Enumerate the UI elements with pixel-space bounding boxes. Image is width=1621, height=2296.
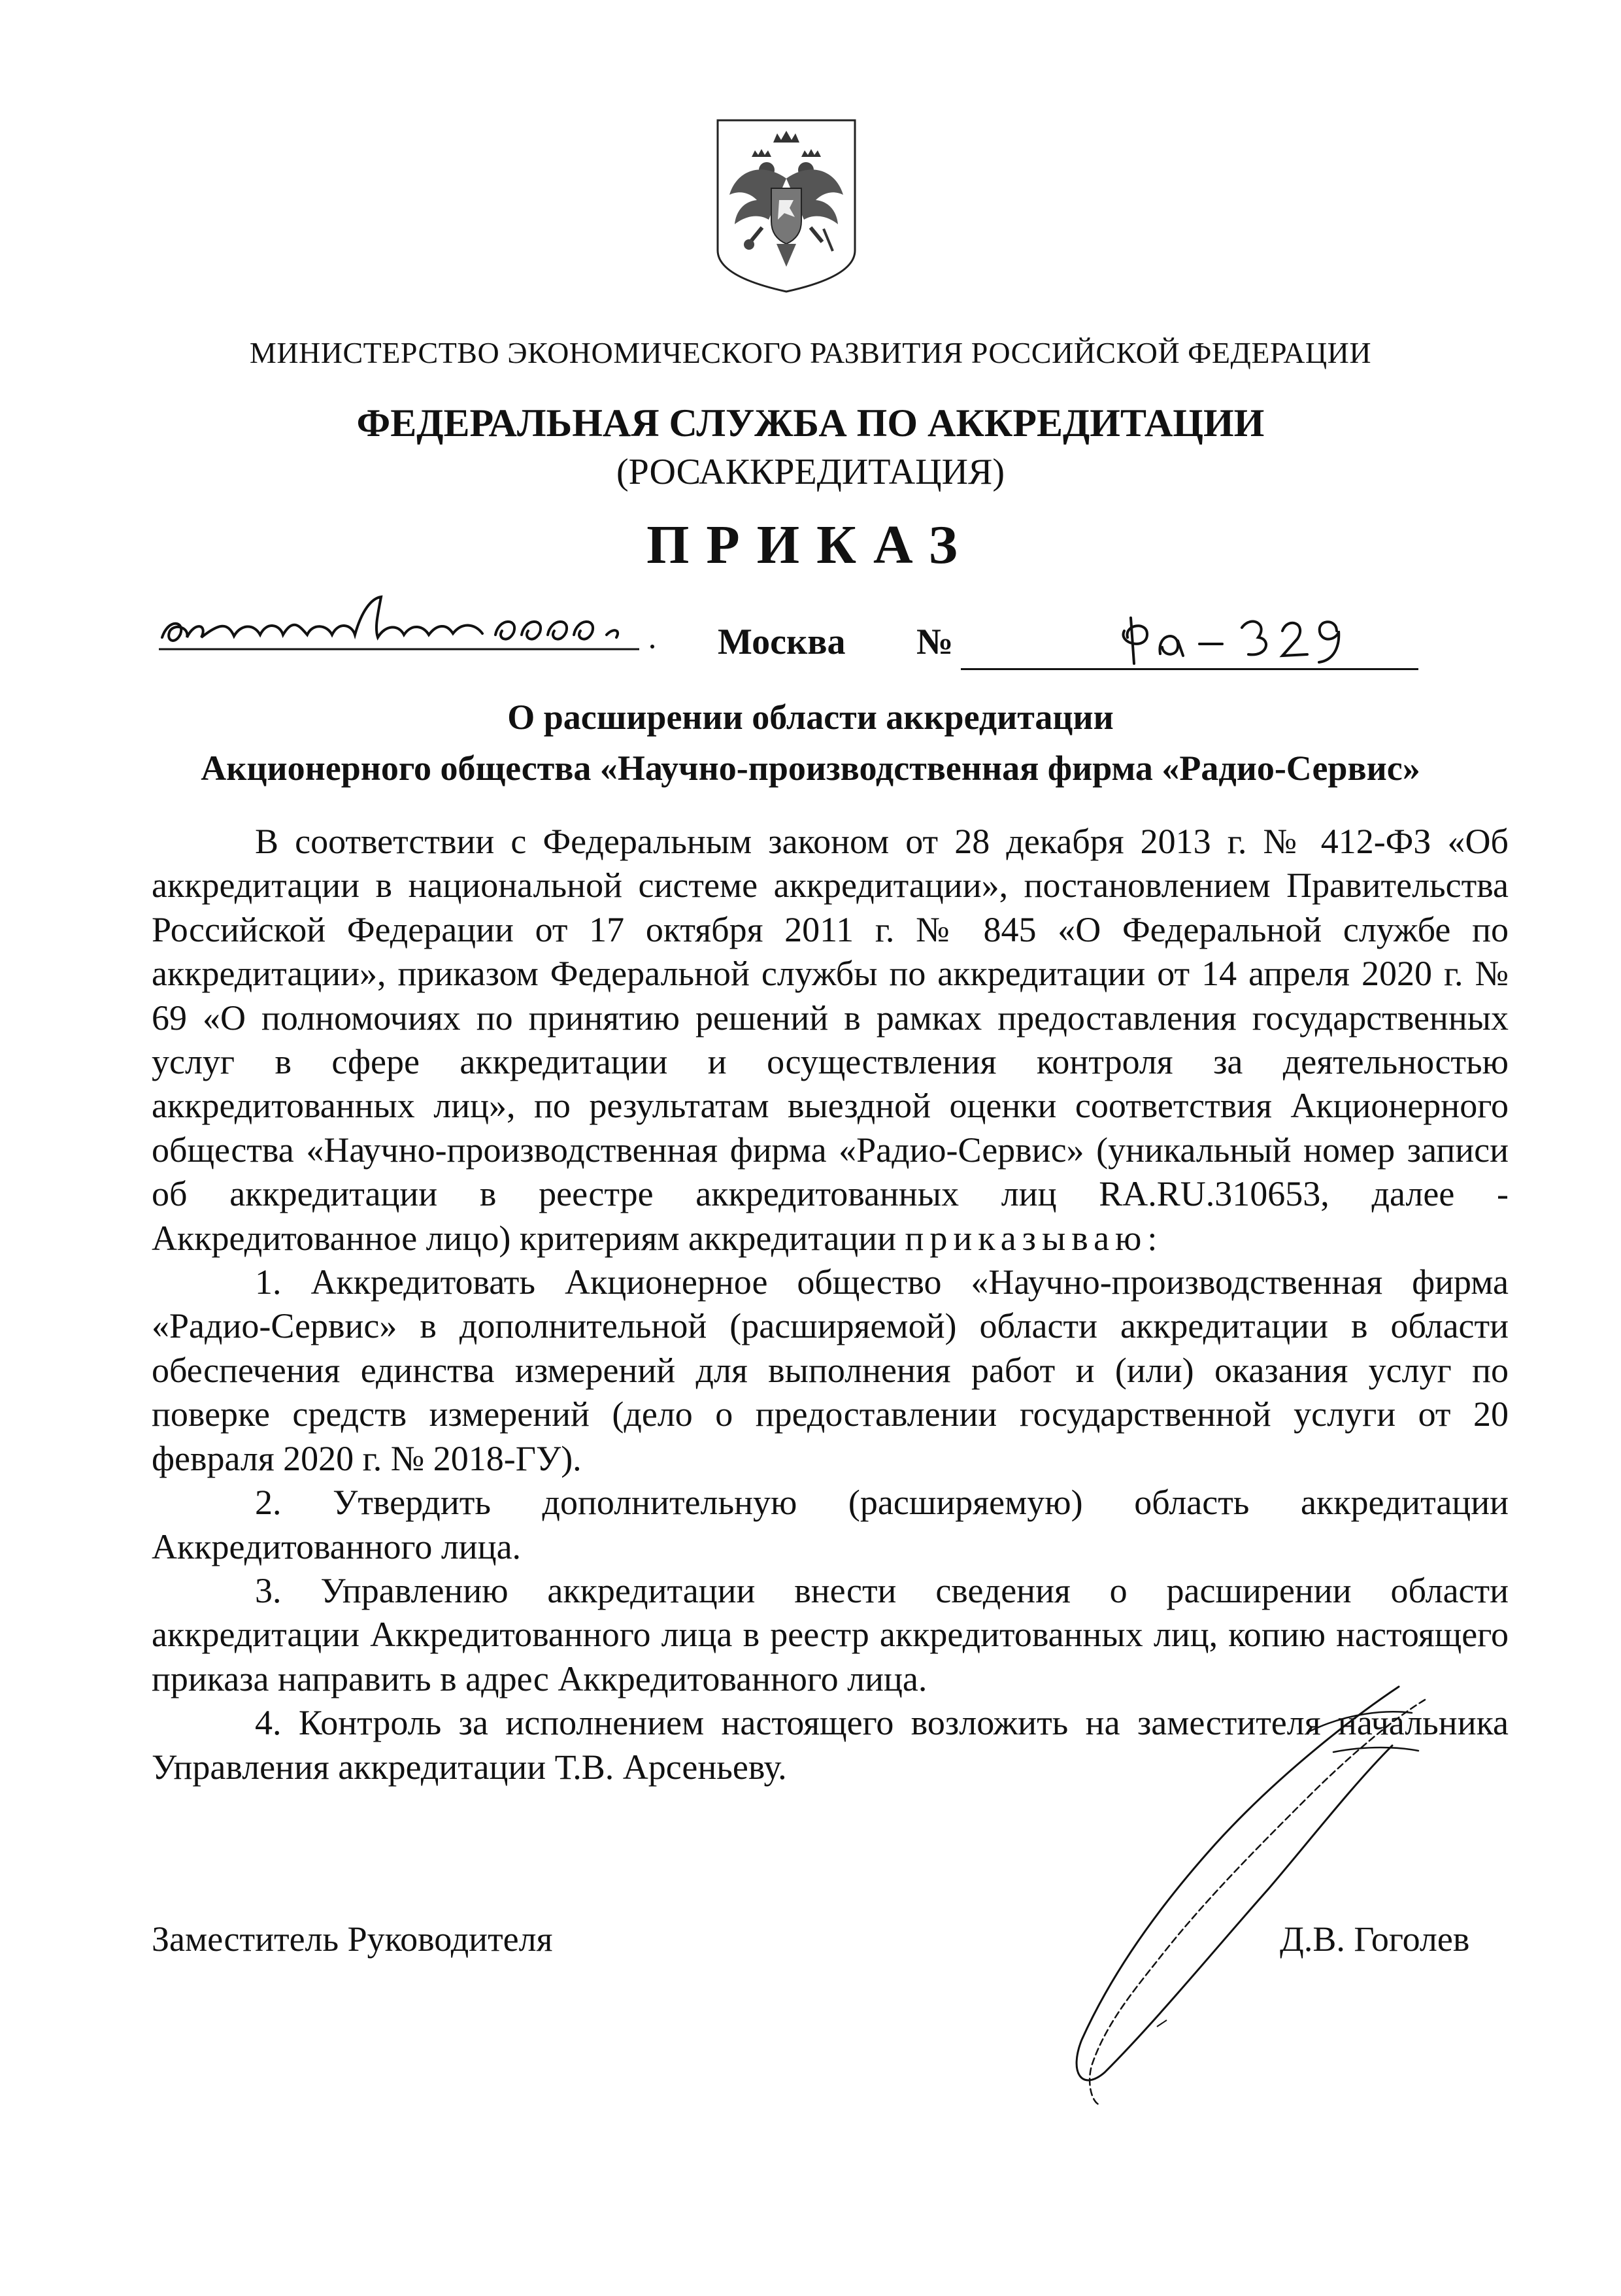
subject-line-1: О расширении области аккредитации	[507, 698, 1114, 737]
handwritten-date	[156, 592, 665, 654]
city: Москва	[718, 622, 846, 662]
document-type: ПРИКАЗ	[646, 515, 975, 575]
order-item: 3. Управлению аккредитации внести сведения о расширении области аккредитации Аккредитованного лица в реестр аккредитованных лиц, копию настоящего приказа направить в адрес Аккредитованного лица.	[152, 1570, 1509, 1698]
order-item: 4. Контроль за исполнением настоящего возложить на заместителя начальника Управления аккредитации Т.В. Арсеньеву.	[152, 1703, 1509, 1787]
order-item: 2. Утвердить дополнительную (расширяемую) область аккредитации Аккредитованного лица.	[152, 1483, 1509, 1566]
ministry-name: МИНИСТЕРСТВО ЭКОНОМИЧЕСКОГО РАЗВИТИЯ РОССИЙСКОЙ ФЕДЕРАЦИИ	[249, 336, 1372, 369]
signatory-name: Д.В. Гоголев	[1280, 1919, 1470, 1959]
document-body	[152, 820, 1509, 1789]
document-subject	[0, 692, 1621, 794]
number-underline	[961, 668, 1418, 670]
number-label: №	[916, 622, 954, 662]
preamble-text: В соответствии с Федеральным законом от 28 декабря 2013 г. № 412-ФЗ «Об аккредитации в национальной системе аккредитации», постановлением Правительства Российской Федерации от 17 октября 2011 г. № 845 «О Федеральной службе по аккредитации», приказом Федеральной службы по аккредитации от 14 апреля 2020 г. № 69 «О полномочиях по принятию решений в рамках предоставления государственных услуг в сфере аккредитации и осуществления контроля за деятельностью аккредитованных лиц», по результатам выездной оценки соответствия Акционерного общества «Научно-производственная фирма «Радио-Сервис» (уникальный номер записи об аккредитации в реестре аккредитованных лиц RA.RU.310653, далее - Аккредитованное лицо) критериям аккредитации	[152, 822, 1509, 1258]
handwritten-number	[1111, 605, 1373, 667]
preamble-paragraph	[152, 820, 1509, 1260]
service-abbreviation: (РОСАККРЕДИТАЦИЯ)	[616, 452, 1005, 492]
service-name: ФЕДЕРАЛЬНАЯ СЛУЖБА ПО АККРЕДИТАЦИИ	[356, 401, 1265, 445]
russian-coat-of-arms-icon	[711, 116, 861, 294]
order-word: приказываю:	[905, 1218, 1163, 1258]
signatory-title: Заместитель Руководителя	[152, 1919, 553, 1959]
order-item: 1. Аккредитовать Акционерное общество «Научно-производственная фирма «Радио-Сервис» в дополнительной (расширяемой) области аккредитации в области обеспечения единства измерений для выполнения работ и (или) оказания услуг по поверке средств измерений (дело о предоставлении государственной услуги от 20 февраля 2020 г. № 2018-ГУ).	[152, 1262, 1509, 1478]
handwritten-signature	[941, 1674, 1438, 2131]
subject-line-2: Акционерного общества «Научно-производственная фирма «Радио-Сервис»	[201, 749, 1420, 788]
